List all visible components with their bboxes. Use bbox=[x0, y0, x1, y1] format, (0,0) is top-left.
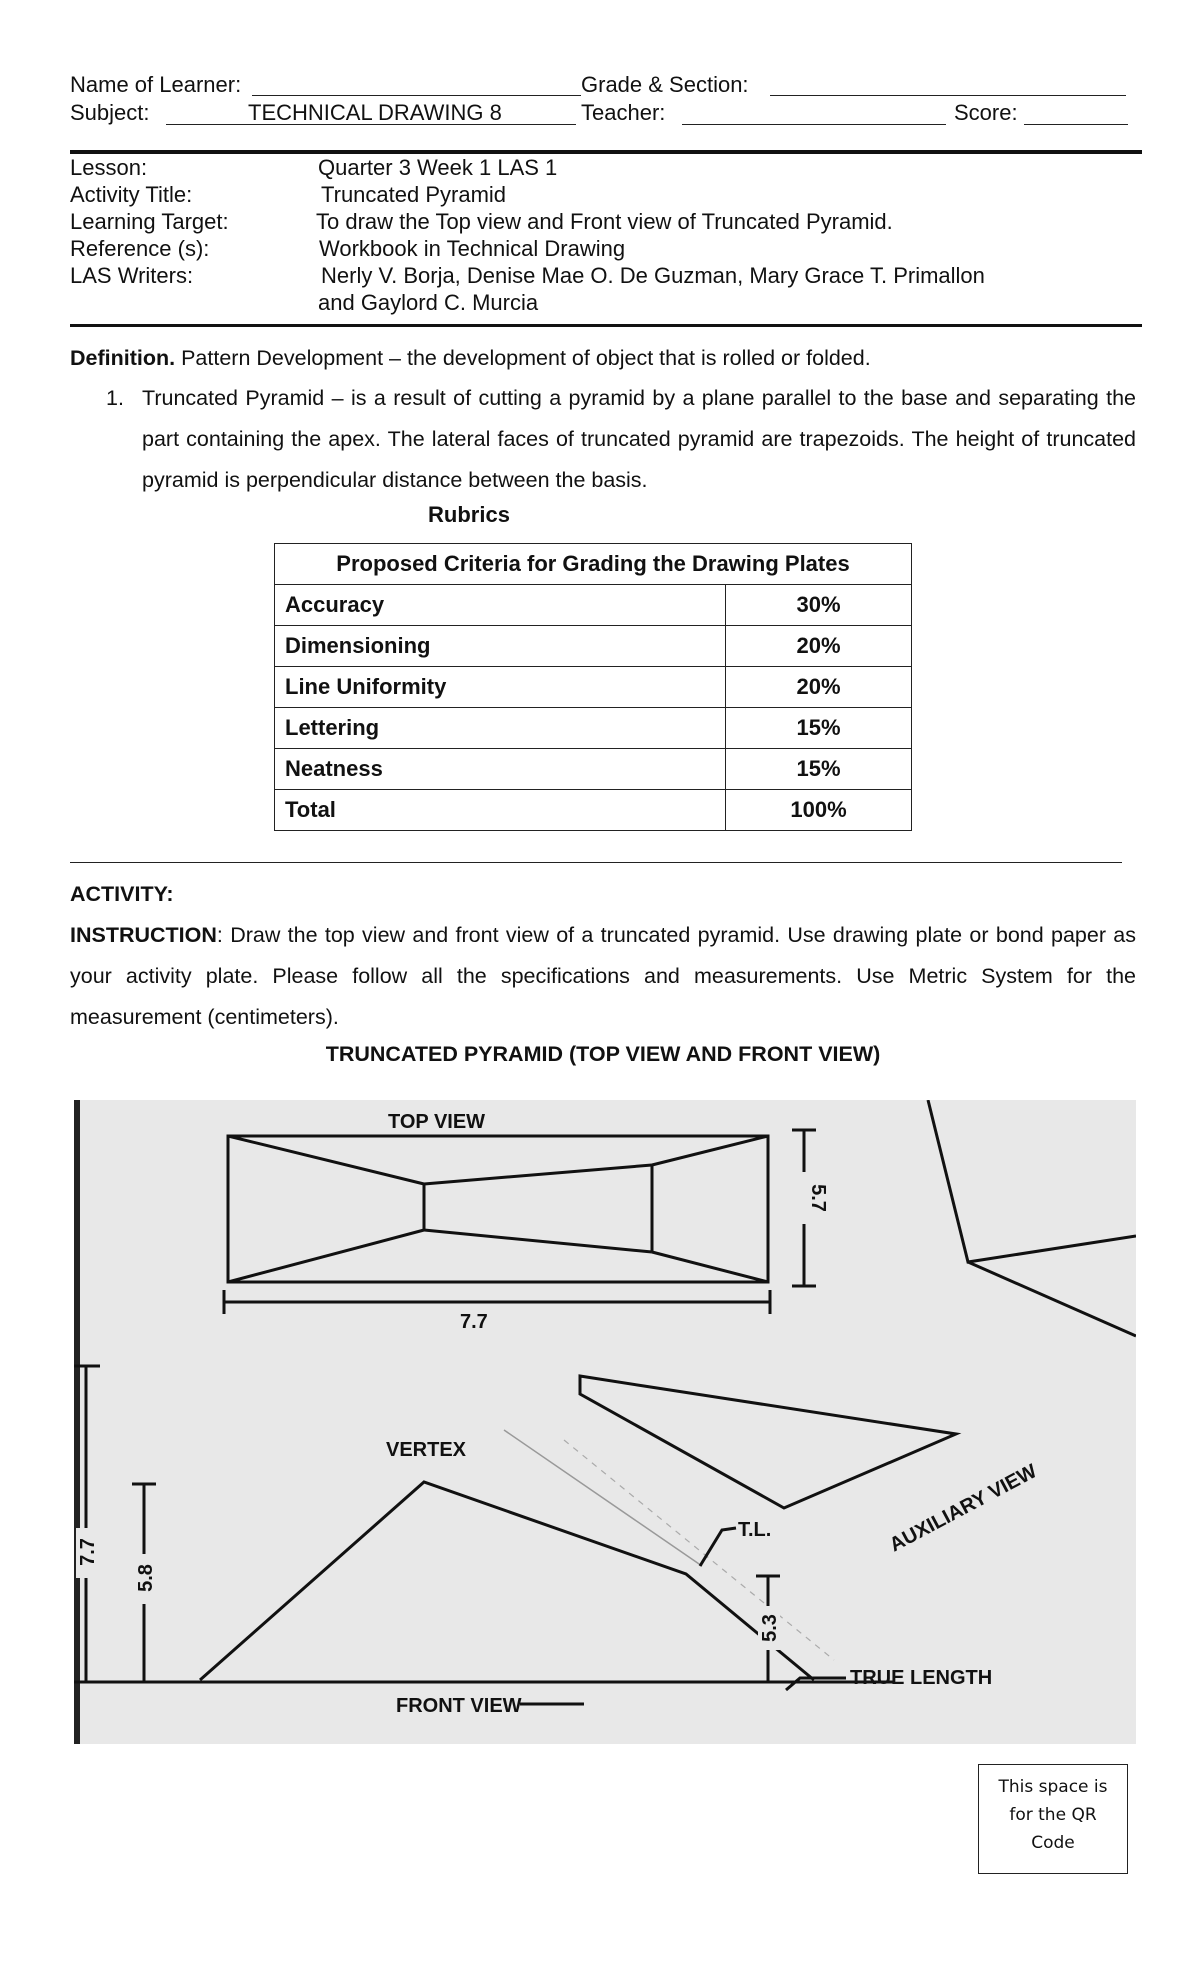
instruction-paragraph bbox=[70, 915, 1136, 1038]
rubrics-title: Rubrics bbox=[428, 502, 510, 527]
header-divider bbox=[70, 150, 1142, 154]
figure-drawing bbox=[74, 1100, 1136, 1744]
weight-cell: 20% bbox=[726, 667, 912, 708]
instruction-text: : Draw the top view and front view of a truncated pyramid. Use drawing plate or bond paper as your activity plate. Please follow all the specifications and measurements. Use Metric System for the measurement (centimeters). bbox=[70, 923, 1136, 1029]
grade-section-field[interactable] bbox=[770, 95, 1126, 96]
weight-cell: 20% bbox=[726, 626, 912, 667]
activity-divider bbox=[70, 862, 1122, 863]
top-height-dimension-label: 5.7 bbox=[807, 1184, 829, 1212]
las-writers-line2: and Gaylord C. Murcia bbox=[318, 290, 539, 315]
figure-left-edge bbox=[74, 1100, 80, 1744]
activity-heading: ACTIVITY: bbox=[70, 882, 174, 906]
learning-target-value: To draw the Top view and Front view of Truncated Pyramid. bbox=[316, 209, 893, 234]
teacher-label: Teacher: bbox=[581, 100, 666, 125]
table-row bbox=[275, 749, 912, 790]
reference-value: Workbook in Technical Drawing bbox=[319, 236, 626, 261]
figure-title: TRUNCATED PYRAMID (TOP VIEW AND FRONT VIEW) bbox=[325, 1042, 881, 1066]
teacher-field[interactable] bbox=[682, 124, 946, 125]
top-view-label: TOP VIEW bbox=[388, 1111, 486, 1133]
lesson-divider bbox=[70, 324, 1142, 327]
criterion-cell: Accuracy bbox=[275, 585, 726, 626]
score-label: Score: bbox=[954, 100, 1018, 125]
activity-title-value: Truncated Pyramid bbox=[321, 182, 507, 207]
criterion-cell: Neatness bbox=[275, 749, 726, 790]
truncated-pyramid-figure bbox=[74, 1100, 1136, 1744]
definition-text: Pattern Development – the development of object that is rolled or folded. bbox=[181, 346, 871, 370]
weight-cell: 100% bbox=[726, 790, 912, 831]
definition-item-text: Truncated Pyramid – is a result of cutting a pyramid by a plane parallel to the base and separating the part containing the apex. The lateral faces of truncated pyramid are trapezoids. The height of truncated pyramid is perpendicular distance between the basis. bbox=[142, 386, 1136, 492]
reference-label: Reference (s): bbox=[70, 236, 210, 261]
activity-title-label: Activity Title: bbox=[70, 182, 193, 207]
weight-cell: 15% bbox=[726, 749, 912, 790]
total-height-dimension-label: 7.7 bbox=[77, 1538, 99, 1566]
instruction-label: INSTRUCTION bbox=[70, 923, 217, 947]
las-writers-line1: Nerly V. Borja, Denise Mae O. De Guzman, Mary Grace T. Primallon bbox=[321, 263, 985, 288]
table-row bbox=[275, 708, 912, 749]
width-dimension-label: 7.7 bbox=[460, 1311, 488, 1333]
rubrics-table-header: Proposed Criteria for Grading the Drawing Plates bbox=[275, 544, 912, 585]
criterion-cell: Total bbox=[275, 790, 726, 831]
qr-code-placeholder bbox=[978, 1764, 1128, 1874]
table-row bbox=[275, 667, 912, 708]
name-of-learner-label: Name of Learner: bbox=[70, 72, 242, 97]
qr-text-line3: Code bbox=[1031, 1833, 1075, 1853]
mid-height-dimension-label: 5.8 bbox=[135, 1564, 157, 1592]
qr-text-line1: This space is bbox=[998, 1777, 1108, 1797]
criterion-cell: Line Uniformity bbox=[275, 667, 726, 708]
vertex-label: VERTEX bbox=[386, 1439, 467, 1461]
tl-label: T.L. bbox=[738, 1519, 772, 1541]
subject-value: TECHNICAL DRAWING 8 bbox=[248, 100, 502, 125]
name-of-learner-field[interactable] bbox=[252, 95, 581, 96]
table-row bbox=[275, 585, 912, 626]
auxiliary-view-label: AUXILIARY VIEW bbox=[886, 1460, 1041, 1557]
table-row bbox=[275, 626, 912, 667]
figure-background bbox=[74, 1100, 1136, 1744]
weight-cell: 30% bbox=[726, 585, 912, 626]
definition-label: Definition. bbox=[70, 346, 176, 370]
subject-label: Subject: bbox=[70, 100, 150, 125]
weight-cell: 15% bbox=[726, 708, 912, 749]
criterion-cell: Lettering bbox=[275, 708, 726, 749]
definition-paragraph bbox=[70, 338, 1142, 379]
grade-section-label: Grade & Section: bbox=[581, 72, 749, 97]
learning-target-label: Learning Target: bbox=[70, 209, 229, 234]
las-writers-label: LAS Writers: bbox=[70, 263, 194, 288]
score-field[interactable] bbox=[1024, 124, 1128, 125]
qr-text-line2: for the QR bbox=[1009, 1805, 1097, 1825]
lesson-value: Quarter 3 Week 1 LAS 1 bbox=[318, 155, 558, 180]
rubrics-table bbox=[274, 543, 912, 831]
table-row bbox=[275, 790, 912, 831]
tl-height-dimension-label: 5.3 bbox=[759, 1614, 781, 1642]
definition-item-number: 1. bbox=[106, 386, 124, 410]
true-length-label: TRUE LENGTH bbox=[850, 1667, 993, 1689]
front-view-label: FRONT VIEW bbox=[396, 1695, 522, 1717]
lesson-label: Lesson: bbox=[70, 155, 148, 180]
criterion-cell: Dimensioning bbox=[275, 626, 726, 667]
